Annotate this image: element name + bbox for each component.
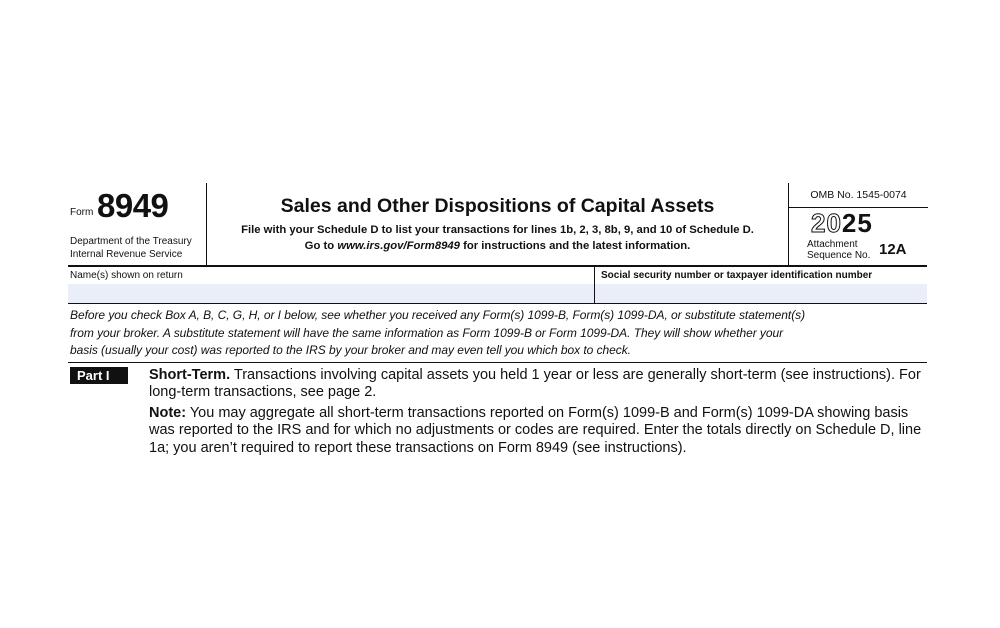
name-field[interactable] <box>68 284 594 303</box>
part-1-text <box>149 367 927 458</box>
form-8949 <box>68 183 927 457</box>
service-name: Internal Revenue Service <box>70 248 183 260</box>
ssn-label: Social security number or taxpayer identification number <box>601 270 873 281</box>
instructions-line-3: basis (usually your cost) was reported to the IRS by your broker and may even tell you which box to check. <box>70 343 631 357</box>
part-1-badge: Part I <box>70 367 128 384</box>
form-header <box>68 183 927 267</box>
subtitle-post: for instructions and the latest information. <box>459 240 691 252</box>
part-1-description <box>149 367 927 402</box>
sequence-number: 12A <box>879 241 907 258</box>
identification-row <box>68 267 927 304</box>
omb-number: OMB No. 1545-0074 <box>789 183 928 208</box>
subtitle-line-1: File with your Schedule D to list your transactions for lines 1b, 2, 3, 8b, 9, and 10 of Schedule D. <box>241 224 754 236</box>
subtitle-go-to: Go to <box>304 240 338 252</box>
form-subtitle <box>207 222 788 254</box>
sequence-label: Sequence No. <box>807 249 871 261</box>
name-label: Name(s) shown on return <box>70 270 183 281</box>
tax-year-bold: 25 <box>841 208 873 238</box>
name-cell <box>68 267 595 303</box>
department-block <box>70 236 192 261</box>
irs-url-link[interactable]: www.irs.gov/Form8949 <box>337 240 460 252</box>
form-number: 8949 <box>97 187 169 224</box>
ssn-cell <box>595 267 927 303</box>
instructions-line-1: Before you check Box A, B, C, G, H, or I below, see whether you received any Form(s) 1099-B, Form(s) 1099-DA, or substitute statement(s) <box>70 308 806 322</box>
ssn-field[interactable] <box>595 284 927 303</box>
tax-year-outline: 20 <box>811 208 842 238</box>
department-name: Department of the Treasury <box>70 236 192 247</box>
broker-instructions <box>68 304 927 363</box>
omb-block <box>788 183 928 265</box>
attachment-label: Attachment <box>807 239 858 250</box>
form-word: Form <box>70 207 94 218</box>
form-id-block <box>68 183 207 265</box>
part-1-section <box>68 367 927 458</box>
title-block <box>207 183 788 265</box>
part-1-body: Transactions involving capital assets you held 1 year or less are generally short-term (see instructions). For long-term transactions, see page 2. <box>149 366 921 400</box>
part-1-heading: Short-Term. <box>149 366 231 383</box>
form-title: Sales and Other Dispositions of Capital Assets <box>280 195 715 217</box>
note-body: You may aggregate all short-term transactions reported on Form(s) 1099-B and Form(s) 1099-DA showing basis was reported to the IRS and for which no adjustments or codes are required. Enter the totals directly on Schedule D, line 1a; you aren’t required to report these transactions on Form 8949 (see instructions). <box>149 404 922 456</box>
attachment-sequence-label <box>807 240 870 261</box>
note-heading: Note: <box>149 404 187 421</box>
part-1-note <box>149 405 927 458</box>
subtitle-line-2 <box>207 238 788 254</box>
tax-year <box>811 208 873 239</box>
instructions-line-2: from your broker. A substitute statement will have the same information as Form 1099-B or Form 1099-DA. They will show whether your <box>70 325 784 340</box>
